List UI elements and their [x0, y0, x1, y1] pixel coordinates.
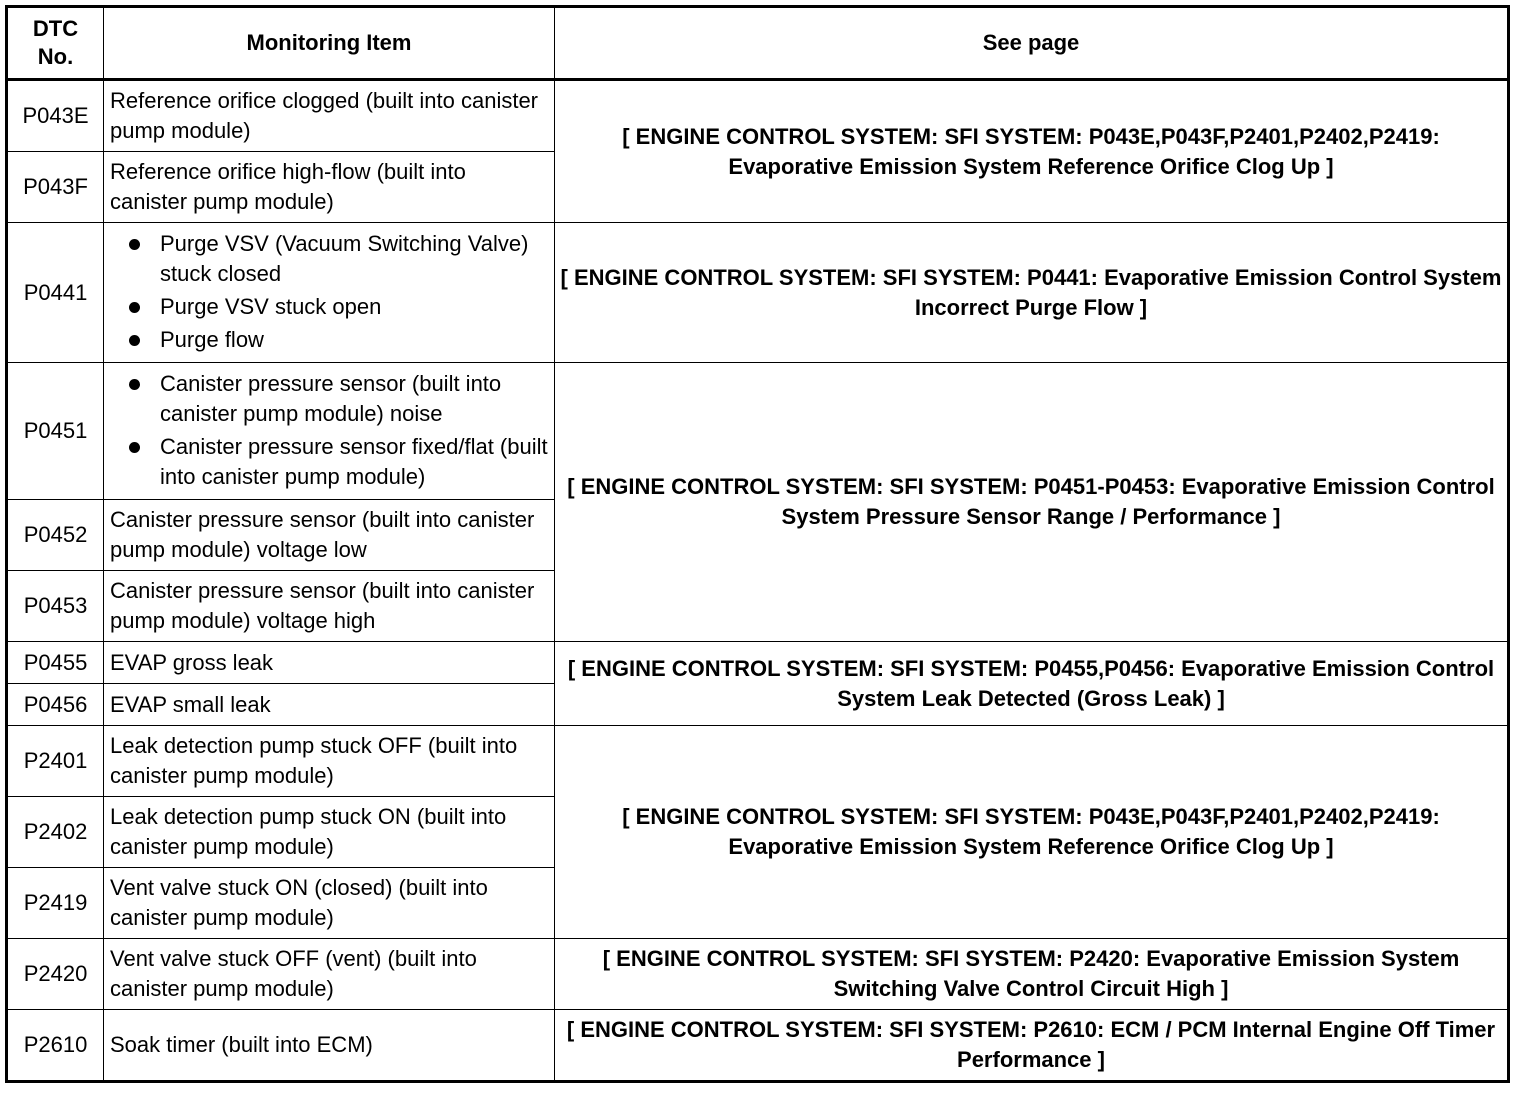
list-item: Purge VSV (Vacuum Switching Valve) stuck closed [110, 229, 548, 289]
dtc-code: P043F [7, 152, 104, 223]
monitoring-item: Reference orifice high-flow (built into canister pump module) [104, 152, 555, 223]
see-page-link[interactable]: [ ENGINE CONTROL SYSTEM: SFI SYSTEM: P0451-P0453: Evaporative Emission Control System Pressure Sensor Range / Performance ] [555, 363, 1509, 642]
dtc-code: P0456 [7, 684, 104, 726]
bullet-list [110, 369, 548, 492]
table-row [7, 80, 1509, 152]
bullet-icon [129, 442, 140, 453]
monitoring-item: Vent valve stuck ON (closed) (built into canister pump module) [104, 868, 555, 939]
dtc-code: P043E [7, 80, 104, 152]
monitoring-item [104, 363, 555, 500]
monitoring-item: Soak timer (built into ECM) [104, 1010, 555, 1082]
table-row [7, 1010, 1509, 1082]
see-page-link[interactable]: [ ENGINE CONTROL SYSTEM: SFI SYSTEM: P043E,P043F,P2401,P2402,P2419: Evaporative Emission System Reference Orifice Clog Up ] [555, 80, 1509, 223]
monitoring-item: EVAP small leak [104, 684, 555, 726]
header-monitoring-item: Monitoring Item [104, 7, 555, 80]
table-row [7, 223, 1509, 363]
table-row [7, 642, 1509, 684]
monitoring-item: Canister pressure sensor (built into canister pump module) voltage high [104, 571, 555, 642]
dtc-code: P0441 [7, 223, 104, 363]
dtc-code: P0455 [7, 642, 104, 684]
table-row [7, 939, 1509, 1010]
bullet-list [110, 229, 548, 355]
list-item: Purge VSV stuck open [110, 292, 548, 322]
bullet-icon [129, 335, 140, 346]
header-see-page: See page [555, 7, 1509, 80]
see-page-link[interactable]: [ ENGINE CONTROL SYSTEM: SFI SYSTEM: P043E,P043F,P2401,P2402,P2419: Evaporative Emission System Reference Orifice Clog Up ] [555, 726, 1509, 939]
bullet-icon [129, 239, 140, 250]
list-item: Purge flow [110, 325, 548, 355]
dtc-code: P2419 [7, 868, 104, 939]
dtc-code: P0451 [7, 363, 104, 500]
monitoring-item: Leak detection pump stuck ON (built into canister pump module) [104, 797, 555, 868]
monitoring-item: EVAP gross leak [104, 642, 555, 684]
dtc-code: P0453 [7, 571, 104, 642]
table-row [7, 726, 1509, 797]
table-row [7, 363, 1509, 500]
monitoring-item: Reference orifice clogged (built into canister pump module) [104, 80, 555, 152]
dtc-code: P2402 [7, 797, 104, 868]
see-page-link[interactable]: [ ENGINE CONTROL SYSTEM: SFI SYSTEM: P2610: ECM / PCM Internal Engine Off Timer Performance ] [555, 1010, 1509, 1082]
see-page-link[interactable]: [ ENGINE CONTROL SYSTEM: SFI SYSTEM: P0455,P0456: Evaporative Emission Control System Leak Detected (Gross Leak) ] [555, 642, 1509, 726]
dtc-table [5, 5, 1510, 1083]
list-item: Canister pressure sensor fixed/flat (built into canister pump module) [110, 432, 548, 492]
dtc-code: P2401 [7, 726, 104, 797]
monitoring-item: Vent valve stuck OFF (vent) (built into canister pump module) [104, 939, 555, 1010]
dtc-code: P2610 [7, 1010, 104, 1082]
see-page-link[interactable]: [ ENGINE CONTROL SYSTEM: SFI SYSTEM: P0441: Evaporative Emission Control System Incorrect Purge Flow ] [555, 223, 1509, 363]
monitoring-item: Canister pressure sensor (built into canister pump module) voltage low [104, 500, 555, 571]
header-row [7, 7, 1509, 80]
monitoring-item: Leak detection pump stuck OFF (built into canister pump module) [104, 726, 555, 797]
list-item: Canister pressure sensor (built into canister pump module) noise [110, 369, 548, 429]
bullet-icon [129, 379, 140, 390]
monitoring-item [104, 223, 555, 363]
dtc-code: P0452 [7, 500, 104, 571]
header-dtc-no: DTC No. [7, 7, 104, 80]
see-page-link[interactable]: [ ENGINE CONTROL SYSTEM: SFI SYSTEM: P2420: Evaporative Emission System Switching Valve Control Circuit High ] [555, 939, 1509, 1010]
bullet-icon [129, 302, 140, 313]
dtc-code: P2420 [7, 939, 104, 1010]
